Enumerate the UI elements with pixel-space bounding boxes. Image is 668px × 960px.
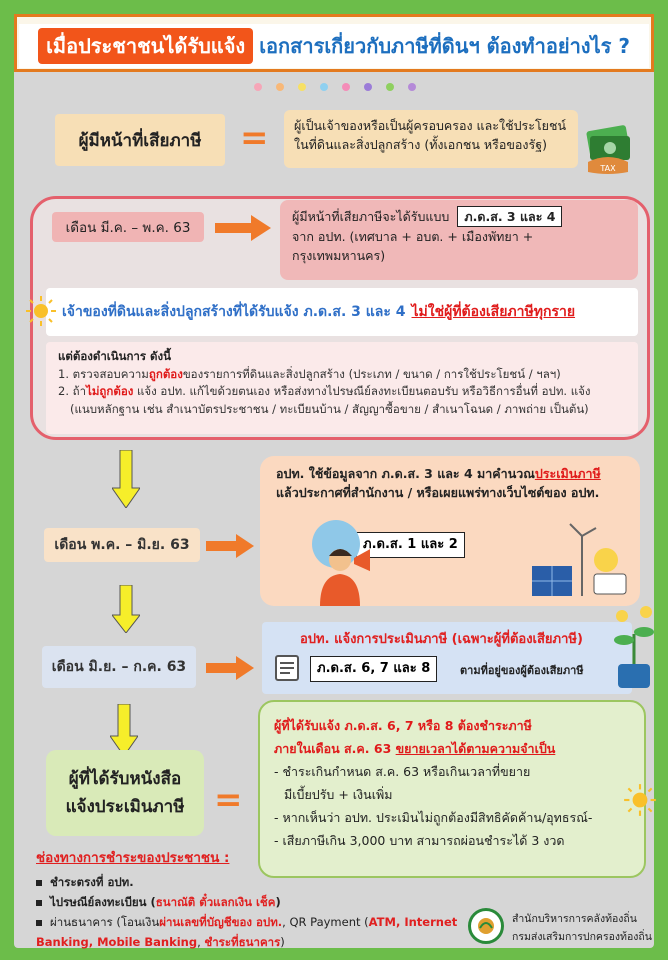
period3-label-box: [42, 646, 196, 688]
tax-money-icon: [582, 122, 634, 176]
footer-org2: กรมส่งเสริมการปกครองท้องถิ่น: [512, 931, 652, 943]
money-plant-icon: [610, 604, 658, 690]
result-line1: ผู้ที่ได้รับแจ้ง ภ.ด.ส. 6, 7 หรือ 8 ต้องชำระภาษี: [274, 718, 532, 733]
period2-line1: อปท. ใช้ข้อมูลจาก ภ.ด.ส. 3 และ 4 มาคำนวณ: [276, 466, 535, 481]
equals-icon: =: [214, 780, 243, 820]
payment-section: [36, 846, 457, 952]
period1-detail: [280, 200, 638, 280]
decorative-dots: [254, 83, 416, 91]
recipient-label-line1: ผู้ที่ได้รับหนังสือ: [68, 769, 182, 789]
result-line2-pre: ภายในเดือน ส.ค. 63: [274, 741, 396, 756]
page-title: [19, 24, 649, 68]
notice-banner: [46, 288, 638, 336]
recipient-label-box: [46, 750, 204, 836]
step-1-red: ถูกต้อง: [148, 366, 183, 381]
period2-label-box: [44, 528, 200, 562]
payment-item-1: [36, 872, 457, 892]
payment-item-3-mid: , QR Payment (: [282, 915, 369, 929]
period2-label: เดือน พ.ค. – มิ.ย. 63: [54, 537, 190, 553]
result-line6: - เสียภาษีเกิน 3,000 บาท สามารถผ่อนชำระได้ 3 งวด: [274, 833, 565, 848]
payment-item-2-pre: ไปรษณีย์ลงทะเบียน (: [50, 895, 156, 909]
period1-label-box: [52, 212, 204, 242]
decorative-dot: [386, 83, 394, 91]
recipient-label-line2: แจ้งประเมินภาษี: [65, 797, 185, 817]
period3-detail: [262, 622, 632, 694]
period2-detail: [260, 456, 640, 606]
title-highlight: เมื่อประชาชนได้รับแจ้ง: [38, 28, 253, 64]
payment-item-3: [36, 912, 457, 932]
payment-item-1-text: ชำระตรงที่ อปท.: [50, 875, 134, 889]
period2-line2: แล้วประกาศที่สำนักงาน / หรือเผยแพร่ทางเว็บไซต์ของ อปท.: [276, 485, 600, 500]
step-2-pre: 2. ถ้า: [58, 384, 87, 398]
document-icon: [274, 654, 300, 682]
payment-item-3-pre: ผ่านธนาคาร (โอนเงิน: [50, 915, 160, 929]
period1-label: เดือน มี.ค. – พ.ค. 63: [65, 220, 191, 236]
sun-icon: [24, 294, 58, 328]
decorative-dot: [254, 83, 262, 91]
decorative-dot: [364, 83, 372, 91]
footer-org1: สำนักบริหารการคลังท้องถิ่น: [512, 913, 637, 925]
arrow-down-icon: [112, 585, 140, 633]
sun-icon: [622, 782, 658, 818]
steps-heading: แต่ต้องดำเนินการ ดังนี้: [58, 349, 171, 363]
taxpayer-def-line2: ในที่ดินและสิ่งปลูกสร้าง (ทั้งเอกชน หรือของรัฐ): [294, 137, 547, 152]
arrow-right-icon: [215, 215, 271, 241]
payment-item-2-post: ): [275, 895, 281, 909]
announcer-person-icon: [300, 516, 370, 606]
step-2: [58, 383, 626, 401]
decorative-dot: [320, 83, 328, 91]
form-1-2-badge: ภ.ด.ส. 1 และ 2: [356, 532, 465, 558]
payment-item-3-line2: [36, 932, 457, 952]
tax-icon-label: TAX: [600, 164, 616, 173]
payment-item-3-line2-red: Banking, Mobile Banking: [36, 935, 198, 949]
period1-line2: จาก อปท. (เทศบาล + อบต. + เมืองพัทยา +: [292, 229, 534, 244]
step-1-post: ของรายการที่ดินและสิ่งปลูกสร้าง (ประเภท / ขนาด / การใช้ประโยชน์ / ฯลฯ): [182, 366, 561, 381]
payment-item-3-line2-post: ,: [197, 935, 205, 949]
decorative-dot: [342, 83, 350, 91]
form-3-4-badge: ภ.ด.ส. 3 และ 4: [457, 206, 562, 227]
decorative-dot: [298, 83, 306, 91]
result-line5: - หากเห็นว่า อปท. ประเมินไม่ถูกต้องมีสิทธิคัดค้าน/อุทธรณ์-: [274, 810, 593, 825]
taxpayer-label-box: [55, 114, 225, 166]
payment-item-3-red2: ATM, Internet: [368, 915, 458, 929]
payment-item-3-line2-end: ): [280, 935, 285, 949]
footer-org: [512, 910, 652, 946]
dla-logo-icon: [468, 908, 504, 944]
payment-title: ช่องทางการชำระของประชาชน :: [36, 850, 230, 866]
steps-box: [46, 342, 638, 434]
period1-line1: ผู้มีหน้าที่เสียภาษีจะได้รับแบบ: [292, 209, 450, 224]
payment-item-3-red: ผ่านเลขที่บัญชีของ อปท.: [159, 915, 283, 929]
step-1-pre: 1. ตรวจสอบความ: [58, 366, 149, 381]
banner-text: เจ้าของที่ดินและสิ่งปลูกสร้างที่ได้รับแจ้ง ภ.ด.ส. 3 และ 4: [62, 304, 406, 320]
arrow-down-icon: [112, 450, 140, 508]
decorative-dot: [408, 83, 416, 91]
energy-city-icon: [522, 516, 632, 604]
title-rest: เอกสารเกี่ยวกับภาษีที่ดินฯ ต้องทำอย่างไร ?: [259, 34, 630, 58]
period3-label: เดือน มิ.ย. – ก.ค. 63: [51, 659, 187, 675]
result-line2-ul: ขยายเวลาได้ตามความจำเป็น: [395, 741, 556, 756]
payment-item-2-red: ธนาณัติ ตั๋วแลกเงิน เช็ค: [155, 895, 276, 909]
taxpayer-definition: [284, 110, 578, 168]
step-2-post: แจ้ง อปท. แก้ไขด้วยตนเอง หรือส่งทางไปรษณีย์ลงทะเบียนตอบรับ หรือวิธีการอื่นที่ อปท. แจ้ง: [133, 384, 591, 398]
payment-item-2: [36, 892, 457, 912]
arrow-right-icon: [206, 534, 254, 558]
step-2-line2: (แนบหลักฐาน เช่น สำเนาบัตรประชาชน / ทะเบียนบ้าน / สัญญาซื้อขาย / สำเนาโฉนด / ภาพถ่าย เป็นต้น): [70, 401, 589, 416]
result-text: [274, 714, 592, 852]
period3-title: อปท. แจ้งการประเมินภาษี (เฉพาะผู้ที่ต้องเสียภาษี): [300, 632, 583, 647]
step-2-red: ไม่ถูกต้อง: [86, 384, 134, 398]
taxpayer-label: ผู้มีหน้าที่เสียภาษี: [78, 130, 202, 151]
arrow-down-icon: [110, 704, 138, 756]
banner-highlight: ไม่ใช่ผู้ที่ต้องเสียภาษีทุกราย: [411, 304, 576, 320]
period3-suffix: ตามที่อยู่ของผู้ต้องเสียภาษี: [460, 664, 584, 677]
arrow-right-icon: [206, 656, 254, 680]
period1-line3: กรุงเทพมหานคร): [292, 248, 386, 263]
taxpayer-def-line1: ผู้เป็นเจ้าของหรือเป็นผู้ครอบครอง และใช้ประโยชน์: [294, 118, 567, 133]
result-line3: - ชำระเกินกำหนด ส.ค. 63 หรือเกินเวลาที่ขยาย: [274, 764, 531, 779]
form-6-7-8-badge: ภ.ด.ส. 6, 7 และ 8: [310, 656, 437, 682]
step-1: [58, 366, 626, 384]
equals-icon: =: [240, 118, 269, 158]
period2-text: [276, 464, 601, 502]
payment-item-3-line2-red2: ชำระที่ธนาคาร: [204, 935, 281, 949]
decorative-dot: [276, 83, 284, 91]
period2-line1-red: ประเมินภาษี: [534, 466, 601, 481]
result-line4: มีเบี้ยปรับ + เงินเพิ่ม: [284, 787, 393, 802]
